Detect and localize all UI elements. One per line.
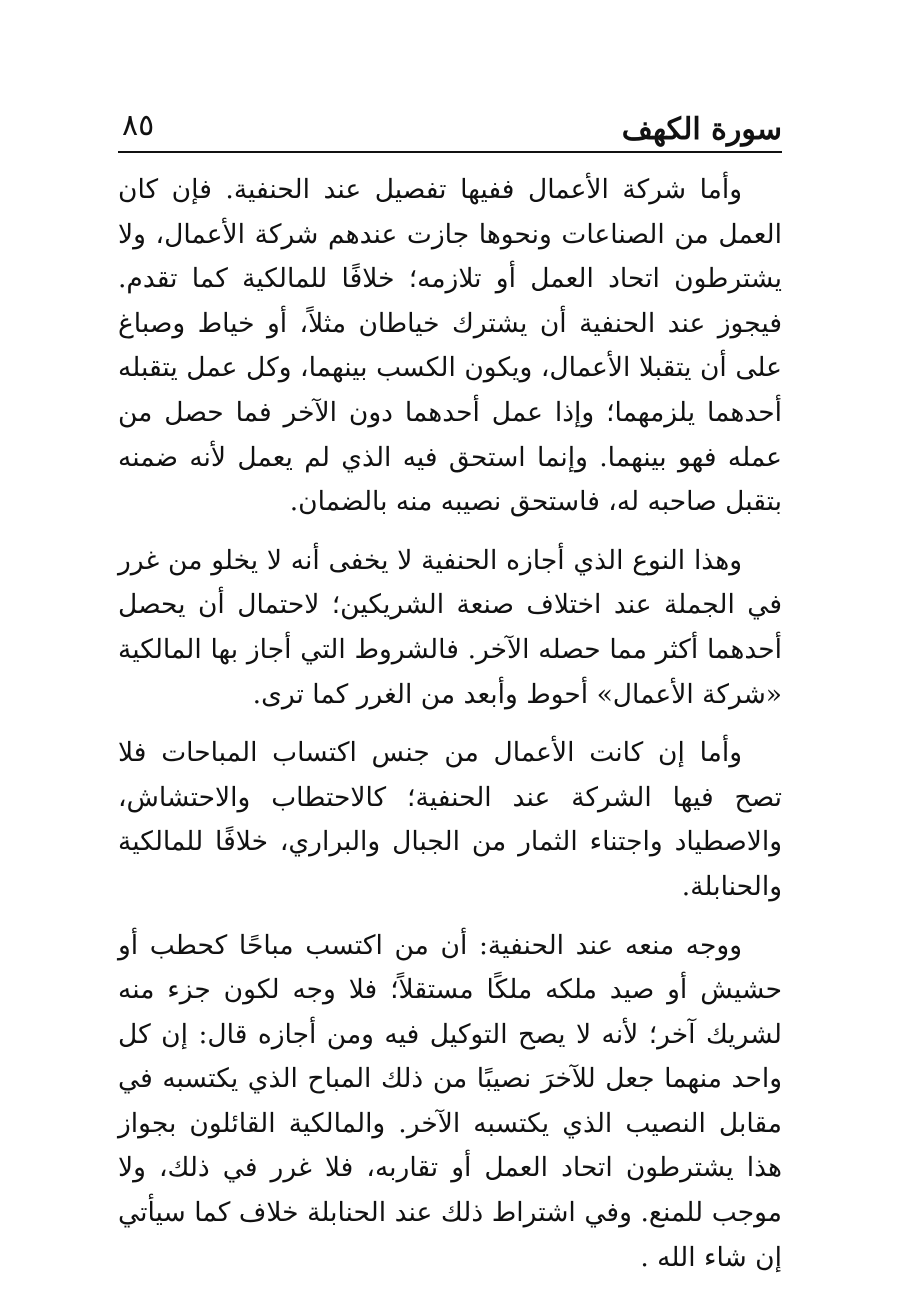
page-number: ٨٥ (122, 108, 155, 143)
header-divider (118, 151, 782, 153)
page-header (118, 108, 782, 152)
surah-title: سورة الكهف (621, 112, 782, 147)
body-text (118, 168, 782, 1294)
paragraph: وأما إن كانت الأعمال من جنس اكتساب المباحات فلا تصح فيها الشركة عند الحنفية؛ كالاحتطاب والاحتشاش، والاصطياد واجتناء الثمار من الجبال والبراري، خلافًا للمالكية والحنابلة. (118, 737, 782, 902)
paragraph: ووجه منعه عند الحنفية: أن من اكتسب مباحًا كحطب أو حشيش أو صيد ملكه ملكًا مستقلاً؛ فلا وجه لكون جزء منه لشريك آخر؛ لأنه لا يصح التوكيل فيه ومن أجازه قال: إن كل واحد منهما جعل للآخرَ نصيبًا من ذلك المباح الذي يكتسبه في مقابل النصيب الذي يكتسبه الآخر. والمالكية القائلون بجواز هذا يشترطون اتحاد العمل أو تقاربه، فلا غرر في ذلك، ولا موجب للمنع. وفي اشتراط ذلك عند الحنابلة خلاف كما سيأتي إن شاء الله . (118, 929, 782, 1273)
paragraph: وأما شركة الأعمال ففيها تفصيل عند الحنفية. فإن كان العمل من الصناعات ونحوها جازت عندهم شركة الأعمال، ولا يشترطون اتحاد العمل أو تلازمه؛ خلافًا للمالكية كما تقدم. فيجوز عند الحنفية أن يشترك خياطان مثلاً، أو خياط وصباغ على أن يتقبلا الأعمال، ويكون الكسب بينهما، وكل عمل يتقبله أحدهما يلزمهما؛ وإذا عمل أحدهما دون الآخر فما حصل من عمله فهو بينهما. وإنما استحق فيه الذي لم يعمل لأنه ضمنه بتقبل صاحبه له، فاستحق نصيبه منه بالضمان. (118, 174, 782, 518)
paragraph: وهذا النوع الذي أجازه الحنفية لا يخفى أنه لا يخلو من غرر في الجملة عند اختلاف صنعة الشريكين؛ لاحتمال أن يحصل أحدهما أكثر مما حصله الآخر. فالشروط التي أجاز بها المالكية «شركة الأعمال» أحوط وأبعد من الغرر كما ترى. (118, 544, 782, 710)
